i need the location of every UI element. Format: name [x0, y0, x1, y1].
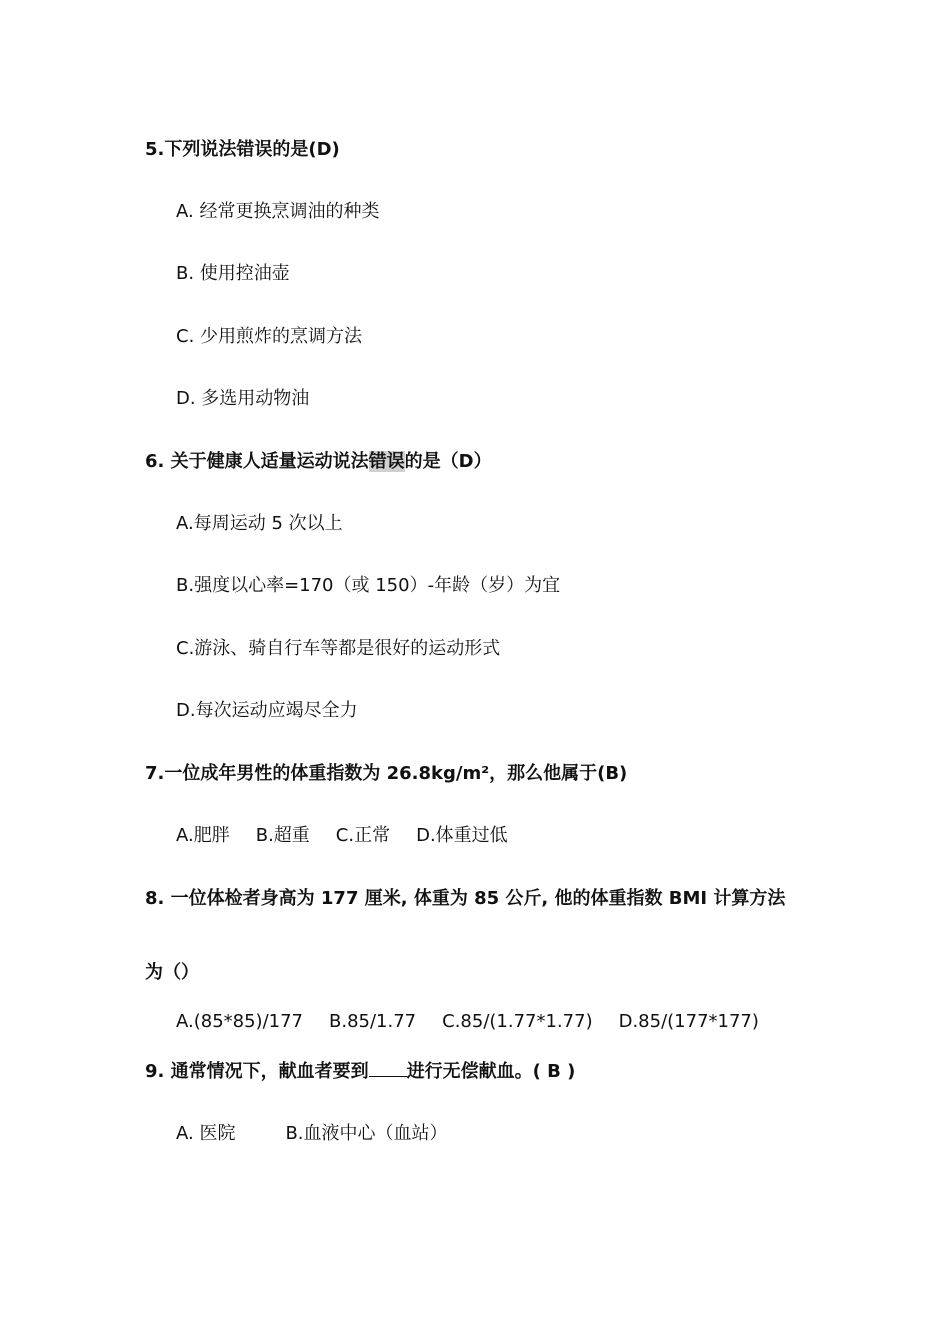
question-9-title-suffix: 进行无偿献血。( B ): [406, 1061, 576, 1082]
question-8-options: [176, 1010, 759, 1034]
question-6-title-prefix: 6. 关于健康人适量运动说法: [145, 451, 369, 472]
question-7-option-b: B.超重: [255, 825, 310, 846]
question-6-option-d: D.每次运动应竭尽全力: [176, 700, 358, 721]
question-9-title-prefix: 9. 通常情况下，献血者要到: [145, 1061, 369, 1082]
question-7-option-c: C.正常: [335, 825, 391, 846]
question-8-option-a: A.(85*85)/177: [176, 1011, 303, 1032]
question-6-option-b: B.强度以心率=170（或 150）-年龄（岁）为宜: [176, 575, 561, 596]
question-8-option-d: D.85/(177*177): [618, 1011, 759, 1032]
question-8-title-line-2: 为（）: [145, 962, 199, 983]
fill-in-blank: [369, 1076, 407, 1077]
question-9-title: [145, 1060, 575, 1084]
question-9-option-b: B.血液中心（血站）: [285, 1123, 448, 1144]
question-5-option-d: D. 多选用动物油: [176, 388, 310, 409]
question-9-options: [176, 1122, 448, 1146]
question-6-title: [145, 450, 492, 474]
question-6-title-suffix: 的是（D）: [404, 451, 492, 472]
question-8-title-line-1: 8. 一位体检者身高为 177 厘米, 体重为 85 公斤, 他的体重指数 BMI 计算方法: [145, 888, 786, 909]
question-6-option-c: C.游泳、骑自行车等都是很好的运动形式: [176, 638, 501, 659]
question-8-option-c: C.85/(1.77*1.77): [442, 1011, 593, 1032]
question-9-option-a: A. 医院: [176, 1123, 236, 1144]
highlighted-text: 错误: [368, 451, 405, 472]
question-7-options: [176, 824, 508, 848]
question-8-option-b: B.85/1.77: [329, 1011, 417, 1032]
question-7-option-d: D.体重过低: [416, 825, 508, 846]
question-5-option-a: A. 经常更换烹调油的种类: [176, 201, 380, 222]
question-6-option-a: A.每周运动 5 次以上: [176, 513, 343, 534]
question-5-title: 5.下列说法错误的是(D): [145, 139, 340, 160]
question-5-option-b: B. 使用控油壶: [176, 263, 290, 284]
question-7-title: 7.一位成年男性的体重指数为 26.8kg/m²，那么他属于(B): [145, 763, 628, 784]
question-5-option-c: C. 少用煎炸的烹调方法: [176, 326, 363, 347]
question-7-option-a: A.肥胖: [176, 825, 230, 846]
